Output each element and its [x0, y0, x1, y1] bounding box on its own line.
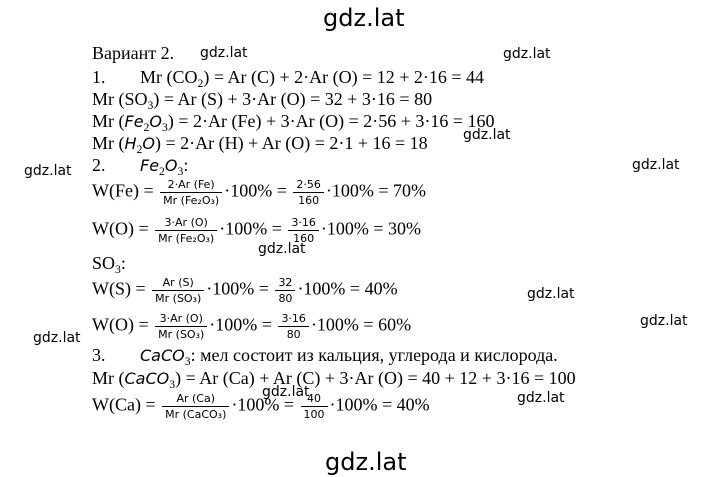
denominator: Mr (CaCO₃): [165, 408, 227, 421]
fraction: [155, 312, 207, 341]
subscript: 3: [184, 355, 191, 369]
fraction: [162, 392, 229, 421]
numerator: Ar (S): [152, 276, 204, 291]
denominator: 160: [293, 232, 315, 245]
denominator: 80: [278, 292, 293, 305]
text: ·100% =: [206, 278, 274, 299]
text: Mr (: [92, 111, 125, 131]
variant-label: Вариант 2.: [92, 43, 175, 63]
equation-mr-fe2o3: [92, 110, 495, 133]
denominator: Mr (SO₃): [155, 292, 202, 305]
denominator: Mr (Fe₂O₃): [163, 194, 220, 207]
watermark-bottom: gdz.lat: [325, 448, 407, 476]
watermark-small: gdz.lat: [258, 241, 306, 257]
task-number-3: 3.: [92, 345, 106, 365]
equation-mr-co2: [92, 66, 485, 91]
text: : мел состоит из кальция, углерода и кислорода.: [190, 345, 558, 365]
subscript: 2: [136, 143, 143, 157]
watermark-small: gdz.lat: [640, 313, 688, 329]
text: W(O) =: [92, 218, 154, 239]
text: ) = Ar (C) + 2·Ar (O) = 12 + 2·16 = 44: [203, 67, 485, 87]
equation-w-ca: [92, 392, 430, 421]
text: ·100% = 70%: [325, 180, 426, 201]
subscript: 3: [115, 263, 121, 277]
subscript: 2: [143, 121, 150, 135]
formula-italic: H: [124, 134, 137, 153]
subscript: 3: [147, 99, 154, 113]
denominator: Mr (Fe₂O₃): [158, 232, 215, 245]
fraction: [160, 178, 222, 207]
equation-w-fe: [92, 178, 426, 207]
text: :: [183, 155, 189, 175]
text: :: [120, 253, 126, 273]
numerator: 3·16: [278, 312, 309, 327]
watermark-small: gdz.lat: [463, 127, 511, 143]
numerator: 3·Ar (O): [155, 312, 207, 327]
subscript: 3: [169, 378, 176, 392]
text: W(S) =: [92, 278, 151, 299]
watermark-small: gdz.lat: [24, 163, 72, 179]
text: ·100% = 40%: [297, 278, 398, 299]
formula-italic: CaCO: [140, 346, 185, 365]
fraction: [155, 216, 217, 245]
subscript: 3: [177, 165, 184, 179]
denominator: 80: [286, 328, 301, 341]
equation-mr-so3: [92, 88, 433, 113]
text: Mr (SO: [92, 89, 148, 109]
equation-mr-caco3: [92, 367, 576, 390]
formula-italic: Fe: [140, 156, 160, 175]
numerator: 32: [275, 276, 295, 291]
equation-w-s: [92, 276, 398, 305]
text: ) = 2·Ar (H) + Ar (O) = 2·1 + 16 = 18: [154, 133, 428, 153]
task-number-2: 2.: [92, 155, 106, 175]
text: ·100% = 40%: [329, 394, 430, 415]
text: ) = Ar (S) + 3·Ar (O) = 32 + 3·16 = 80: [153, 89, 433, 109]
text: W(Ca) =: [92, 394, 161, 415]
text: ·100% =: [231, 394, 299, 415]
denominator: 100: [303, 408, 325, 421]
text: W(Fe) =: [92, 180, 159, 201]
text: ·100% = 30%: [320, 218, 421, 239]
numerator: 3·Ar (O): [155, 216, 217, 231]
numerator: Ar (Ca): [162, 392, 229, 407]
text: ·100% =: [219, 218, 287, 239]
fraction: [293, 178, 324, 207]
watermark-small: gdz.lat: [632, 157, 680, 173]
numerator: 40: [301, 392, 328, 407]
section-caco3: [92, 344, 558, 367]
denominator: Mr (SO₃): [158, 328, 205, 341]
subscript: 2: [159, 165, 165, 179]
variant-heading: [92, 42, 174, 64]
denominator: 160: [298, 194, 320, 207]
numerator: 3·16: [288, 216, 319, 231]
watermark-small: gdz.lat: [503, 46, 551, 62]
watermark-small: gdz.lat: [517, 390, 565, 406]
fraction: [275, 276, 295, 305]
text: Mr (: [92, 368, 125, 388]
numerator: 2·Ar (Fe): [160, 178, 222, 193]
fraction: [152, 276, 204, 305]
watermark-small: gdz.lat: [527, 286, 575, 302]
section-so3: [92, 252, 126, 277]
text: ) = Ar (Ca) + Ar (C) + 3·Ar (O) = 40 + 12 + 3·16 = 100: [175, 368, 576, 388]
text: Mr (CO: [140, 67, 198, 87]
watermark-small: gdz.lat: [262, 384, 310, 400]
formula-italic: O: [142, 134, 155, 153]
subscript: 2: [197, 77, 204, 91]
equation-mr-h2o: [92, 132, 428, 155]
text: ·100% =: [209, 314, 277, 335]
section-fe2o3: [92, 154, 188, 177]
equation-w-o-fe2o3: [92, 216, 421, 245]
formula-italic: O: [149, 112, 162, 131]
formula-italic: O: [164, 156, 178, 175]
watermark-top: gdz.lat: [323, 4, 405, 32]
watermark-small: gdz.lat: [33, 330, 81, 346]
numerator: 2·56: [293, 178, 324, 193]
task-number-1: 1.: [92, 67, 106, 87]
text: SO: [92, 253, 116, 273]
fraction: [278, 312, 309, 341]
text: ·100% =: [224, 180, 292, 201]
formula-italic: Fe: [124, 112, 144, 131]
text: Mr (: [92, 133, 125, 153]
text: W(O) =: [92, 314, 154, 335]
text: ) = 2·Ar (Fe) + 3·Ar (O) = 2·56 + 3·16 = 160: [167, 111, 495, 131]
formula-italic: CaCO: [124, 369, 170, 388]
subscript: 3: [161, 121, 168, 135]
text: ·100% = 60%: [310, 314, 412, 335]
watermark-small: gdz.lat: [200, 45, 248, 61]
equation-w-o-so3: [92, 312, 411, 341]
